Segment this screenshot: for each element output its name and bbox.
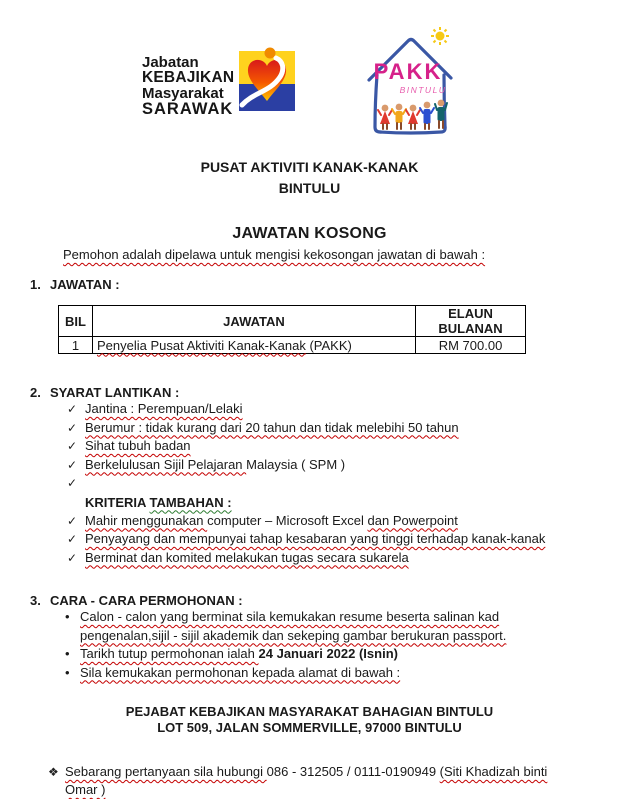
- text-segment: Sebarang pertanyaan sila hubungi: [65, 764, 267, 780]
- bullet-icon: •: [65, 664, 70, 680]
- jkm-logo-line: KEBAJIKAN: [142, 69, 235, 86]
- cell-elaun: RM 700.00: [416, 337, 526, 354]
- text-segment: Mahir menggunakan: [85, 512, 208, 528]
- section-cara-heading: [30, 593, 589, 608]
- text-segment: dan Powerpoint: [367, 512, 458, 528]
- contact-phone-numbers: 086 - 312505 / 0111-0190949: [266, 764, 440, 780]
- cell-jawatan: [93, 337, 416, 354]
- column-header-bil: BIL: [59, 306, 93, 337]
- heading-segment: TAMBAHAN :: [149, 494, 232, 510]
- check-icon: ✓: [67, 439, 78, 453]
- section-number: 2.: [30, 385, 41, 400]
- document-title-line2: BINTULU: [278, 180, 341, 196]
- bullet-list-item: [65, 645, 589, 664]
- kriteria-tambahan-heading: [85, 493, 589, 512]
- jobs-table-header-row: [59, 306, 526, 337]
- office-address-line2: LOT 509, JALAN SOMMERVILLE, 97000 BINTULU: [157, 719, 462, 735]
- jobs-table-row: [59, 337, 526, 354]
- check-icon: ✓: [67, 420, 78, 435]
- text-segment: Sihat tubuh badan: [85, 438, 191, 453]
- jkm-logo-text: [142, 55, 234, 117]
- section-jawatan: [30, 277, 589, 354]
- children-figures-icon: [378, 100, 447, 129]
- text-segment: Berumur : tidak kurang dari 20 tahun dan tidak melebihi 50 tahun: [85, 419, 459, 435]
- check-item-text: [85, 437, 191, 456]
- check-list-item: [67, 437, 589, 456]
- check-item-text: [85, 530, 545, 549]
- jobs-table: [58, 305, 526, 354]
- section-number: 3.: [30, 593, 41, 608]
- check-list-item-empty: [67, 474, 589, 493]
- check-list-item: [67, 400, 589, 419]
- office-address-line1: PEJABAT KEBAJIKAN MASYARAKAT BAHAGIAN BINTULU: [125, 704, 494, 719]
- section-title: JAWATAN :: [50, 277, 120, 292]
- check-list-item: [67, 456, 589, 475]
- jkm-logo-line: Jabatan: [142, 54, 199, 71]
- bullet-item-text: [80, 645, 398, 664]
- document-title-line1: PUSAT AKTIVITI KANAK-KANAK: [200, 159, 419, 175]
- text-segment: computer – Microsoft Excel: [207, 512, 368, 528]
- section-jawatan-heading: [30, 277, 589, 292]
- column-header-elaun: ELAUN BULANAN: [416, 306, 526, 337]
- contact-person-name: (Siti Khadizah binti Omar ): [65, 764, 548, 798]
- column-header-jawatan: JAWATAN: [93, 306, 416, 337]
- check-list-item: [67, 530, 589, 549]
- intro-text-segment: Pemohon adalah dipelawa untuk mengisi kekosongan jawatan di bawah :: [63, 247, 486, 262]
- bullet-list-item: [65, 608, 589, 645]
- check-icon: ✓: [67, 402, 78, 416]
- cell-jawatan-main: Penyelia Pusat Aktiviti Kanak-Kanak: [97, 337, 306, 353]
- cell-jawatan-suffix: (PAKK): [305, 337, 352, 353]
- text-segment: Sila kemukakan permohonan kepada alamat di bawah :: [80, 664, 401, 680]
- check-icon: ✓: [67, 550, 78, 565]
- section-cara-permohonan: [30, 593, 589, 682]
- check-list-item: [67, 512, 589, 531]
- pakk-bintulu-logo-icon: [361, 25, 457, 141]
- check-item-text: [85, 456, 345, 475]
- pakk-logo-title: PAKK: [373, 59, 443, 84]
- jkm-logo-line: SARAWAK: [142, 99, 234, 118]
- check-icon: ✓: [67, 457, 78, 472]
- check-item-text: [85, 400, 243, 419]
- text-segment: Penyayang dan mempunyai tahap kesabaran yang tinggi terhadap kanak-kanak: [85, 531, 546, 546]
- check-icon: ✓: [67, 476, 78, 490]
- check-list-item: [67, 549, 589, 568]
- section-syarat-heading: [30, 385, 589, 400]
- text-segment: Jantina : Perempuan/Lelaki: [85, 401, 243, 416]
- text-segment: Malaysia ( SPM ): [246, 456, 346, 472]
- contact-note: [48, 763, 589, 799]
- section-title: CARA - CARA PERMOHONAN :: [50, 593, 243, 608]
- bullet-list-item: [65, 664, 589, 683]
- check-icon: ✓: [67, 532, 78, 546]
- diamond-bullet-icon: ❖: [48, 765, 59, 780]
- text-segment: Berminat dan komited melakukan tugas secara sukarela: [85, 549, 409, 565]
- bullet-icon: •: [65, 609, 70, 624]
- bullet-icon: •: [65, 646, 70, 661]
- closing-date-text: 24 Januari 2022 (Isnin): [258, 646, 398, 661]
- bullet-item-text: [80, 664, 400, 683]
- check-item-text: [85, 549, 409, 568]
- check-icon: ✓: [67, 513, 78, 528]
- jkm-heart-emblem-icon: [237, 45, 297, 113]
- text-segment: Calon - calon yang berminat sila kemukakan resume beserta salinan kad pengenalan,sijil - sijil akademik dan sekeping gambar berukuran passport.: [80, 609, 507, 643]
- check-item-text: [85, 512, 458, 531]
- contact-note-text: [65, 763, 577, 799]
- logo-row: [142, 25, 589, 143]
- document-title: [30, 157, 589, 199]
- vacancy-heading: JAWATAN KOSONG: [232, 225, 387, 242]
- jkm-logo-line: Masyarakat: [142, 84, 224, 102]
- section-title: SYARAT LANTIKAN :: [50, 385, 180, 400]
- text-segment: Berkelulusan Sijil Pelajaran: [85, 456, 247, 472]
- intro-text: [63, 247, 589, 262]
- check-item-text: [85, 419, 459, 438]
- section-syarat-lantikan: [30, 385, 589, 567]
- text-segment: Tarikh tutup permohonan ialah: [80, 646, 259, 661]
- section-number: 1.: [30, 277, 41, 292]
- bullet-item-text: [80, 608, 537, 645]
- jkm-logo: [142, 55, 297, 117]
- check-list-item: [67, 419, 589, 438]
- pakk-logo-subtitle: BINTULU: [399, 85, 447, 95]
- heading-segment: KRITERIA: [85, 494, 150, 510]
- cell-bil: 1: [59, 337, 93, 354]
- office-address: [30, 704, 589, 735]
